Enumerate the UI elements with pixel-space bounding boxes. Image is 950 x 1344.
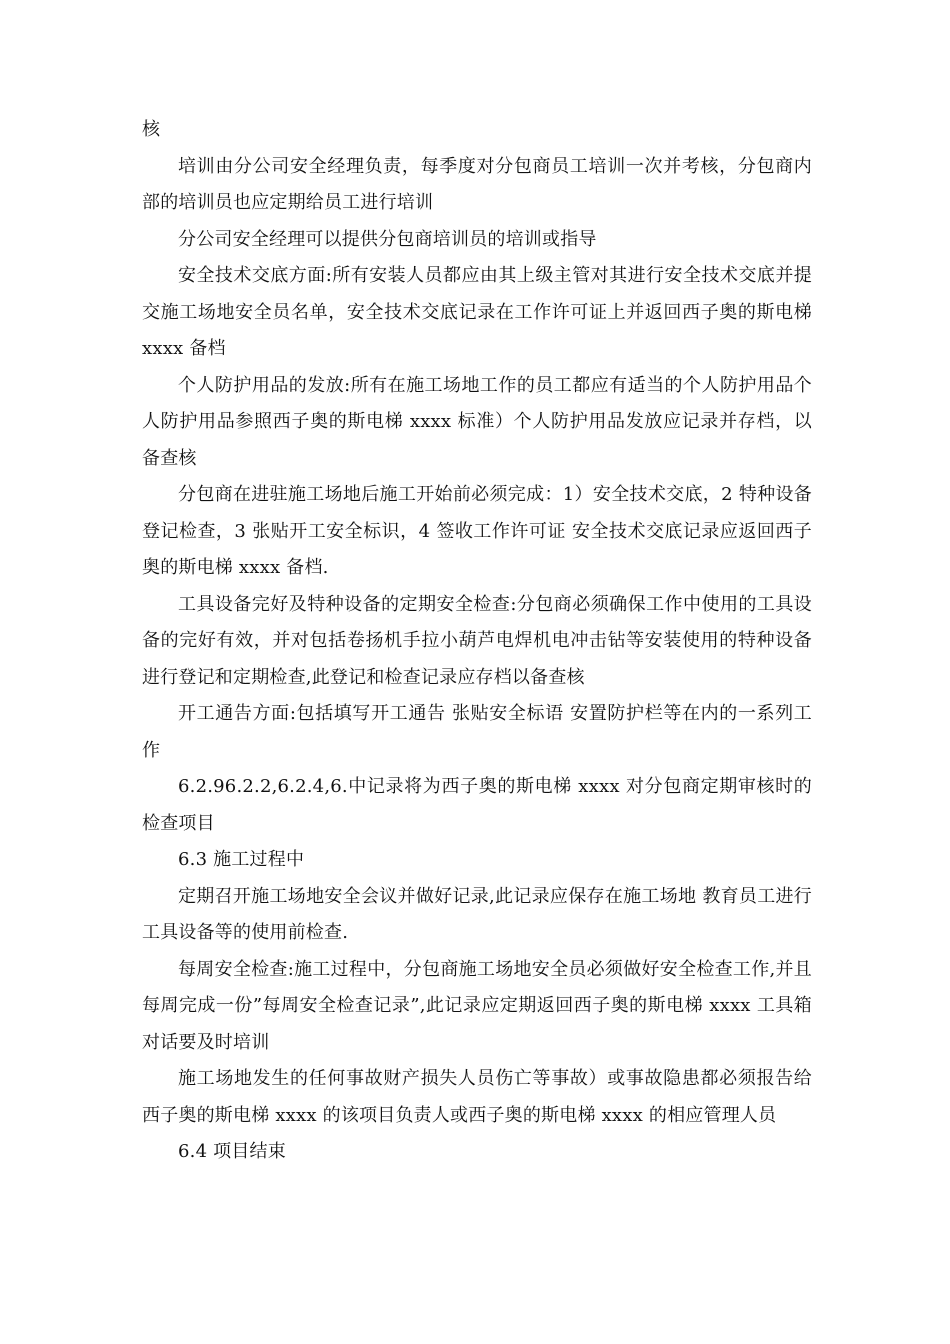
paragraph-start-notice: 开工通告方面:包括填写开工通告 张贴安全标语 安置防护栏等在内的一系列工作 xyxy=(142,703,812,761)
section-heading-6-4: 6.4 项目结束 xyxy=(178,1141,286,1162)
paragraph-ppe: 个人防护用品的发放:所有在施工场地工作的员工都应有适当的个人防护用品个人防护用品参照西子奥的斯电梯 xxxx 标准）个人防护用品发放应记录并存档，以备查核 xyxy=(142,374,812,469)
paragraph-training-guidance: 分公司安全经理可以提供分包商培训员的培训或指导 xyxy=(178,228,597,250)
paragraph-weekly-inspection: 每周安全检查:施工过程中，分包商施工场地安全员必须做好安全检查工作,并且每周完成一份”每周安全检查记录”,此记录应定期返回西子奥的斯电梯 xxxx 工具箱对话要及时培训 xyxy=(142,958,812,1053)
paragraph-safety-meeting: 定期召开施工场地安全会议并做好记录,此记录应保存在施工场地 教育员工进行工具设备等的使用前检查. xyxy=(142,885,812,943)
paragraph-safety-briefing: 安全技术交底方面:所有安装人员都应由其上级主管对其进行安全技术交底并提交施工场地安全员名单，安全技术交底记录在工作许可证上并返回西子奥的斯电梯 xxxx 备档 xyxy=(142,265,812,359)
paragraph-continuation: 核 xyxy=(142,119,161,140)
paragraph-equipment-inspection: 工具设备完好及特种设备的定期安全检查:分包商必须确保工作中使用的工具设备的完好有效，并对包括卷扬机手拉小葫芦电焊机电冲击钻等安装使用的特种设备进行登记和定期检查,此登记和检查记录应存档以备查核 xyxy=(142,593,812,688)
paragraph-audit-items: 6.2.96.2.2,6.2.4,6.中记录将为西子奥的斯电梯 xxxx 对分包商定期审核时的检查项目 xyxy=(142,776,812,834)
paragraph-pre-start-requirements: 分包商在进驻施工场地后施工开始前必须完成：1）安全技术交底，2 特种设备登记检查，3 张贴开工安全标识，4 签收工作许可证 安全技术交底记录应返回西子奥的斯电梯 xxxx 备档. xyxy=(142,484,812,578)
paragraph-incident-reporting: 施工场地发生的任何事故财产损失人员伤亡等事故）或事故隐患都必须报告给西子奥的斯电梯 xxxx 的该项目负责人或西子奥的斯电梯 xxxx 的相应管理人员 xyxy=(142,1068,812,1126)
paragraph-training: 培训由分公司安全经理负责，每季度对分包商员工培训一次并考核，分包商内部的培训员也应定期给员工进行培训 xyxy=(142,155,812,213)
section-heading-6-3: 6.3 施工过程中 xyxy=(178,849,305,870)
document-body xyxy=(142,112,812,1171)
